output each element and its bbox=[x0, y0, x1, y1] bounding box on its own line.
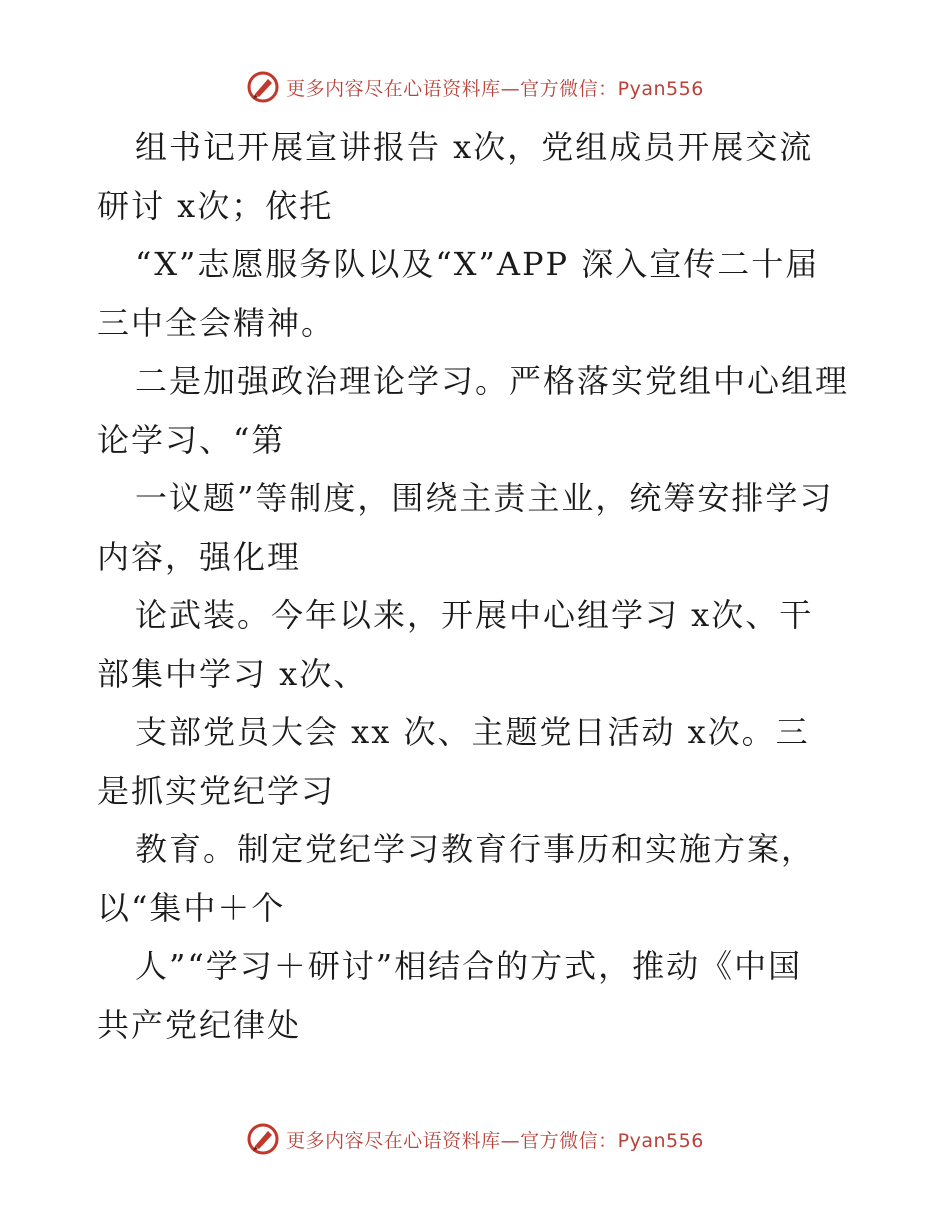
text-line: 教育。制定党纪学习教育行事历和实施方案， bbox=[135, 830, 816, 868]
text-line: 三中全会精神。 bbox=[97, 303, 336, 342]
text-line: 是抓实党纪学习 bbox=[97, 771, 336, 810]
text-line: 论武装。今年以来，开展中心组学习 x次、干 bbox=[135, 596, 814, 634]
pen-logo-icon bbox=[246, 70, 280, 104]
footer-banner-text: 更多内容尽在心语资料库—官方微信：Pyan556 bbox=[286, 1129, 704, 1152]
document-body bbox=[97, 118, 857, 1054]
text-line: “X”志愿服务队以及“X”APP 深入宣传二十届 bbox=[135, 245, 820, 283]
text-line: 部集中学习 x次、 bbox=[97, 654, 368, 693]
pen-logo-icon bbox=[246, 1122, 280, 1156]
text-line: 一议题”等制度，围绕主责主业，统筹安排学习 bbox=[135, 479, 834, 517]
text-line: 支部党员大会 xx 次、主题党日活动 x次。三 bbox=[135, 713, 810, 751]
footer-banner bbox=[0, 1122, 950, 1156]
text-line: 组书记开展宣讲报告 x次，党组成员开展交流 bbox=[135, 128, 814, 166]
text-line: 内容，强化理 bbox=[97, 537, 302, 576]
text-line: 论学习、“第 bbox=[97, 420, 286, 459]
header-banner-text: 更多内容尽在心语资料库—官方微信：Pyan556 bbox=[286, 77, 704, 100]
text-line: 研讨 x次；依托 bbox=[97, 186, 334, 225]
text-line: 共产党纪律处 bbox=[97, 1005, 302, 1044]
text-line: 二是加强政治理论学习。严格落实党组中心组理 bbox=[135, 362, 850, 400]
header-banner bbox=[0, 70, 950, 104]
text-line: 人”“学习＋研讨”相结合的方式，推动《中国 bbox=[135, 947, 803, 985]
text-line: 以“集中＋个 bbox=[97, 888, 286, 927]
